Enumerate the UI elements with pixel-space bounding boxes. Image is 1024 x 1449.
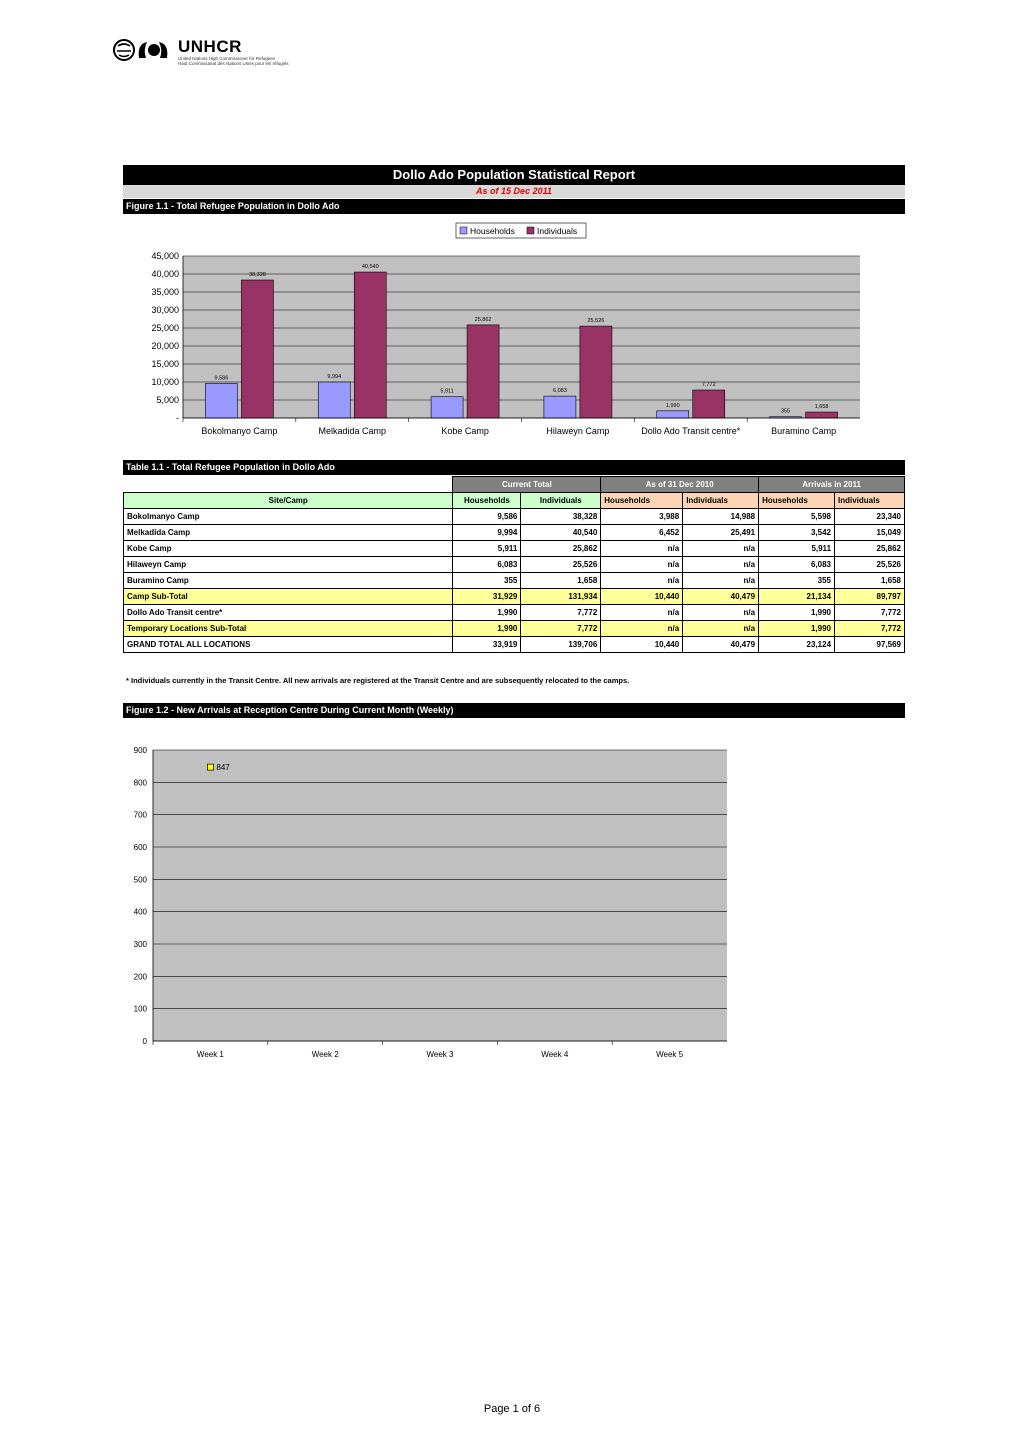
data-label: 38,328	[249, 272, 266, 279]
col-header-individuals: Individuals	[835, 493, 905, 509]
y-tick-label: 5,000	[156, 395, 179, 405]
population-table	[123, 476, 905, 653]
figure1-header: Figure 1.1 - Total Refugee Population in Dollo Ado	[123, 199, 905, 214]
bar-individuals	[580, 326, 612, 418]
y-tick-label: 700	[133, 810, 147, 820]
data-label: 25,862	[474, 316, 492, 323]
table-row	[124, 605, 905, 621]
table-row	[124, 573, 905, 589]
figure2-header: Figure 1.2 - New Arrivals at Reception Centre During Current Month (Weekly)	[123, 703, 905, 718]
legend-label: Households	[470, 226, 515, 236]
site-name: GRAND TOTAL ALL LOCATIONS	[124, 637, 453, 653]
x-tick-label: Week 3	[426, 1050, 454, 1059]
data-label: 25,526	[587, 318, 605, 325]
table-cell: 1,658	[835, 573, 905, 589]
y-tick-label: 100	[133, 1004, 147, 1014]
logo-name: UNHCR	[178, 37, 242, 56]
table-cell: 5,598	[759, 509, 835, 525]
table-cell: 40,540	[521, 525, 601, 541]
table-cell: 97,569	[835, 637, 905, 653]
plot-area	[153, 750, 727, 1041]
data-label: 9,994	[327, 374, 342, 381]
table-cell: 21,134	[759, 589, 835, 605]
table-cell: 25,862	[835, 541, 905, 557]
legend-label: Individuals	[537, 226, 578, 236]
y-tick-label: 10,000	[151, 377, 179, 387]
legend-swatch	[527, 227, 534, 234]
table-cell: n/a	[601, 621, 683, 637]
weekly-arrivals-chart	[123, 740, 743, 1070]
table-cell: 7,772	[835, 621, 905, 637]
y-tick-label: 40,000	[151, 269, 179, 279]
data-label: 9,586	[214, 375, 229, 382]
col-header-households: Households	[453, 493, 521, 509]
y-tick-label: 500	[133, 875, 147, 885]
y-tick-label: 35,000	[151, 287, 179, 297]
table-cell: 14,988	[683, 509, 759, 525]
bar-households	[205, 383, 237, 418]
table-cell: 25,491	[683, 525, 759, 541]
table-cell: n/a	[683, 541, 759, 557]
site-name: Hilaweyn Camp	[124, 557, 453, 573]
table-cell: 1,990	[759, 621, 835, 637]
y-tick-label: 400	[133, 907, 147, 917]
group-header-2011: Arrivals in 2011	[759, 477, 905, 493]
table-cell: 7,772	[521, 621, 601, 637]
data-point	[207, 764, 213, 770]
table-cell: 6,083	[759, 557, 835, 573]
data-label: 6,083	[553, 388, 567, 395]
unhcr-logo	[112, 36, 342, 68]
table-cell: 40,479	[683, 589, 759, 605]
table-cell: 31,929	[453, 589, 521, 605]
table-cell: n/a	[683, 573, 759, 589]
report-title: Dollo Ado Population Statistical Report	[123, 165, 905, 185]
data-label: 847	[216, 763, 230, 773]
table-cell: 6,083	[453, 557, 521, 573]
table-cell: n/a	[601, 557, 683, 573]
col-header-households: Households	[759, 493, 835, 509]
report-date: As of 15 Dec 2011	[123, 185, 905, 198]
table-footnote: * Individuals currently in the Transit Centre. All new arrivals are registered at the Transit Centre and are subsequently relocated to the camps.	[126, 676, 630, 685]
y-tick-label: 25,000	[151, 323, 179, 333]
chart-legend	[456, 223, 586, 238]
table-cell: 23,124	[759, 637, 835, 653]
table-cell: 355	[759, 573, 835, 589]
site-name: Temporary Locations Sub-Total	[124, 621, 453, 637]
data-label: 355	[780, 408, 791, 415]
col-header-households: Households	[601, 493, 683, 509]
table-cell: 7,772	[835, 605, 905, 621]
data-label: 40,540	[361, 264, 379, 271]
table-row	[124, 525, 905, 541]
table-cell: 1,990	[453, 621, 521, 637]
y-tick-label: 200	[133, 972, 147, 982]
unhcr-emblem-icon	[112, 38, 174, 62]
x-tick-label: Dollo Ado Transit centre*	[641, 426, 741, 436]
table-cell: n/a	[601, 541, 683, 557]
y-tick-label: 20,000	[151, 341, 179, 351]
bar-households	[544, 396, 576, 418]
x-tick-label: Week 5	[656, 1050, 684, 1059]
x-tick-label: Buramino Camp	[771, 426, 837, 436]
table-cell: 23,340	[835, 509, 905, 525]
bar-individuals	[467, 325, 499, 418]
table-cell: 15,049	[835, 525, 905, 541]
col-header-individuals: Individuals	[683, 493, 759, 509]
y-tick-label: 300	[133, 940, 147, 949]
bar-households	[318, 382, 350, 418]
table-row	[124, 589, 905, 605]
x-tick-label: Melkadida Camp	[318, 426, 387, 436]
table-cell: 1,658	[521, 573, 601, 589]
group-header-2010: As of 31 Dec 2010	[601, 477, 759, 493]
page-number: Page 1 of 6	[483, 1403, 541, 1415]
site-name: Buramino Camp	[124, 573, 453, 589]
data-label: 5,911	[440, 388, 454, 395]
table-cell: 1,990	[759, 605, 835, 621]
table-cell: n/a	[683, 621, 759, 637]
table-cell: n/a	[683, 605, 759, 621]
table-cell: 355	[453, 573, 521, 589]
data-label: 1,658	[814, 404, 829, 411]
table-cell: 38,328	[521, 509, 601, 525]
table-row	[124, 557, 905, 573]
table-cell: 3,542	[759, 525, 835, 541]
bar-individuals	[241, 280, 273, 418]
table-cell: 7,772	[521, 605, 601, 621]
x-tick-label: Bokolmanyo Camp	[201, 426, 278, 436]
bar-individuals	[806, 412, 838, 418]
x-tick-label: Week 4	[541, 1050, 569, 1059]
site-name: Melkadida Camp	[124, 525, 453, 541]
table-row	[124, 509, 905, 525]
table-cell: 25,862	[521, 541, 601, 557]
y-tick-label: -	[176, 413, 179, 423]
table-cell: 33,919	[453, 637, 521, 653]
x-tick-label: Week 2	[311, 1050, 339, 1059]
table-cell: 89,797	[835, 589, 905, 605]
logo-subtitle: United Nations High Commissioner for Refugees Haut Commissariat des Nations Unies pour les réfugiés	[178, 56, 289, 66]
col-header-site: Site/Camp	[124, 493, 453, 509]
table-row	[124, 541, 905, 557]
table-cell: 3,988	[601, 509, 683, 525]
bar-households	[431, 397, 463, 418]
table-cell: 5,911	[759, 541, 835, 557]
y-tick-label: 800	[133, 778, 147, 788]
col-header-individuals: Individuals	[521, 493, 601, 509]
legend-swatch	[460, 227, 467, 234]
table-cell: n/a	[683, 557, 759, 573]
table-cell: 10,440	[601, 637, 683, 653]
x-tick-label: Kobe Camp	[441, 426, 489, 436]
table-cell: 5,911	[453, 541, 521, 557]
y-tick-label: 600	[133, 843, 147, 852]
table-cell: 131,934	[521, 589, 601, 605]
table-cell: 25,526	[521, 557, 601, 573]
table-cell: 6,452	[601, 525, 683, 541]
table1-header: Table 1.1 - Total Refugee Population in Dollo Ado	[123, 460, 905, 475]
table-cell: n/a	[601, 573, 683, 589]
table-cell: 9,586	[453, 509, 521, 525]
table-row	[124, 637, 905, 653]
y-tick-label: 15,000	[151, 359, 179, 369]
table-cell: n/a	[601, 605, 683, 621]
site-name: Dollo Ado Transit centre*	[124, 605, 453, 621]
data-label: 1,990	[665, 402, 680, 409]
site-name: Bokolmanyo Camp	[124, 509, 453, 525]
y-tick-label: 30,000	[151, 305, 179, 315]
table-row	[124, 621, 905, 637]
population-bar-chart	[123, 216, 905, 456]
y-tick-label: 900	[133, 746, 147, 755]
bar-households	[657, 411, 689, 418]
site-name: Kobe Camp	[124, 541, 453, 557]
table-cell: 1,990	[453, 605, 521, 621]
site-name: Camp Sub-Total	[124, 589, 453, 605]
table-cell: 9,994	[453, 525, 521, 541]
y-tick-label: 45,000	[151, 251, 179, 261]
y-tick-label: 0	[142, 1037, 147, 1046]
group-header-current: Current Total	[453, 477, 601, 493]
table-cell: 40,479	[683, 637, 759, 653]
bar-individuals	[693, 390, 725, 418]
table-cell: 10,440	[601, 589, 683, 605]
x-tick-label: Hilaweyn Camp	[546, 426, 610, 436]
x-tick-label: Week 1	[196, 1050, 224, 1059]
plot-area	[183, 256, 860, 418]
data-label: 7,772	[701, 382, 716, 389]
table-cell: 25,526	[835, 557, 905, 573]
bar-individuals	[354, 272, 386, 418]
table-cell: 139,706	[521, 637, 601, 653]
